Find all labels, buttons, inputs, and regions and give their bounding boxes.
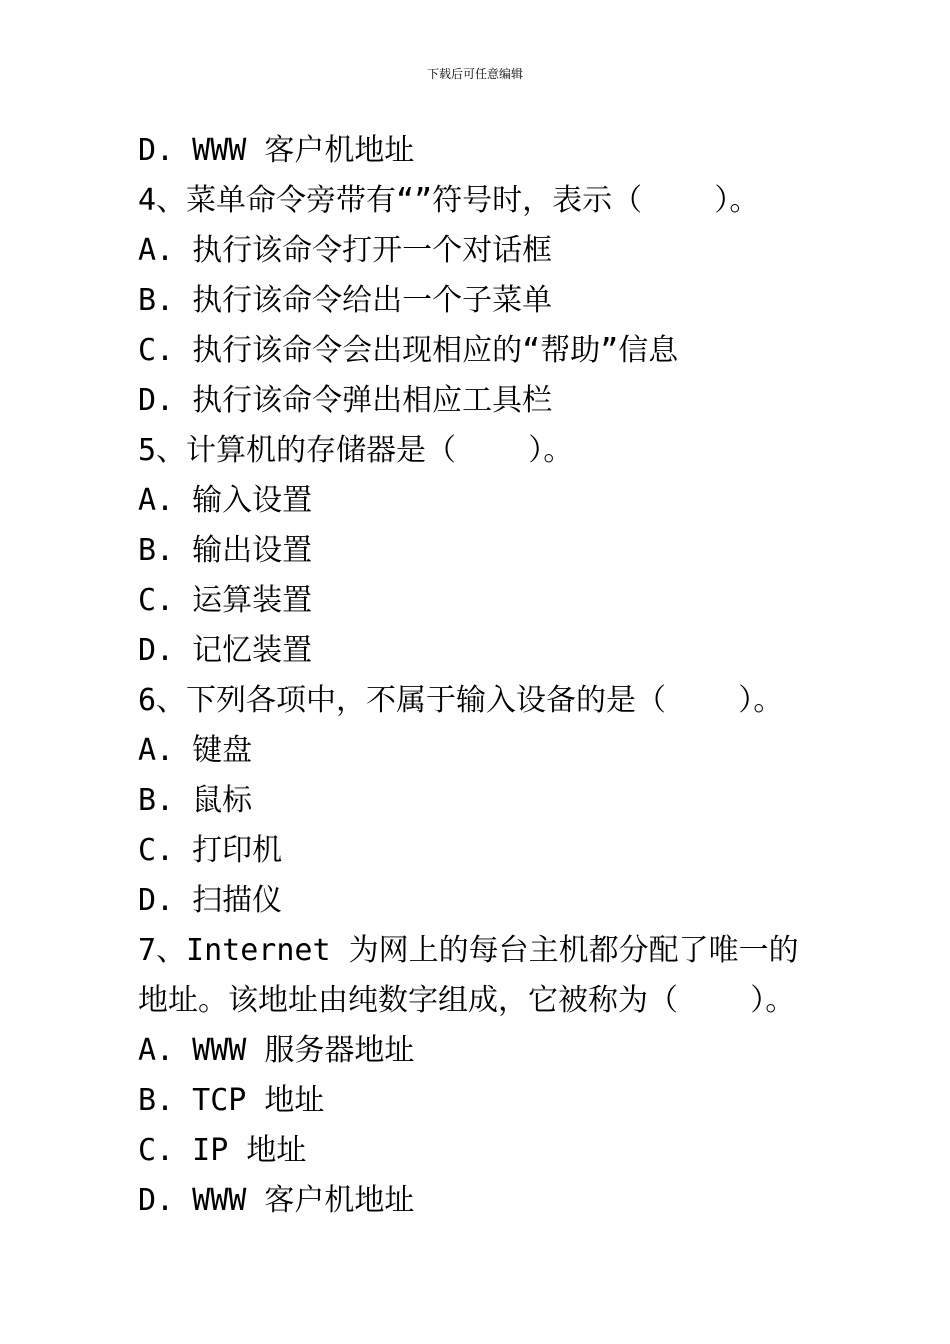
question-6-option-a: A. 键盘: [138, 733, 253, 768]
question-4: 4、菜单命令旁带有“”符号时，表示（ ）。: [138, 183, 760, 218]
question-4-option-a: A. 执行该命令打开一个对话框: [138, 233, 553, 268]
question-6-option-d: D. 扫描仪: [138, 883, 283, 918]
question-5: 5、计算机的存储器是（ ）。: [138, 433, 574, 468]
question-5-option-d: D. 记忆装置: [138, 633, 313, 668]
question-4-option-b: B. 执行该命令给出一个子菜单: [138, 283, 553, 318]
document-body: [138, 126, 918, 1226]
question-7-option-a: A. WWW 服务器地址: [138, 1033, 415, 1068]
option-d-previous: D. WWW 客户机地址: [138, 133, 415, 168]
question-5-option-a: A. 输入设置: [138, 483, 313, 518]
question-4-option-d: D. 执行该命令弹出相应工具栏: [138, 383, 553, 418]
question-4-option-c: C. 执行该命令会出现相应的“帮助”信息: [138, 333, 679, 368]
question-7-line-1: 7、Internet 为网上的每台主机都分配了唯一的: [138, 933, 799, 968]
question-7-line-2: 地址。该地址由纯数字组成，它被称为（ ）。: [138, 983, 796, 1018]
question-7-option-c: C. IP 地址: [138, 1133, 307, 1168]
question-6: 6、下列各项中，不属于输入设备的是（ ）。: [138, 683, 784, 718]
page-header: 下载后可任意编辑: [426, 67, 523, 81]
question-5-option-b: B. 输出设置: [138, 533, 313, 568]
question-6-option-c: C. 打印机: [138, 833, 283, 868]
question-7-option-d: D. WWW 客户机地址: [138, 1183, 415, 1218]
question-7-option-b: B. TCP 地址: [138, 1083, 325, 1118]
question-6-option-b: B. 鼠标: [138, 783, 253, 818]
question-5-option-c: C. 运算装置: [138, 583, 313, 618]
